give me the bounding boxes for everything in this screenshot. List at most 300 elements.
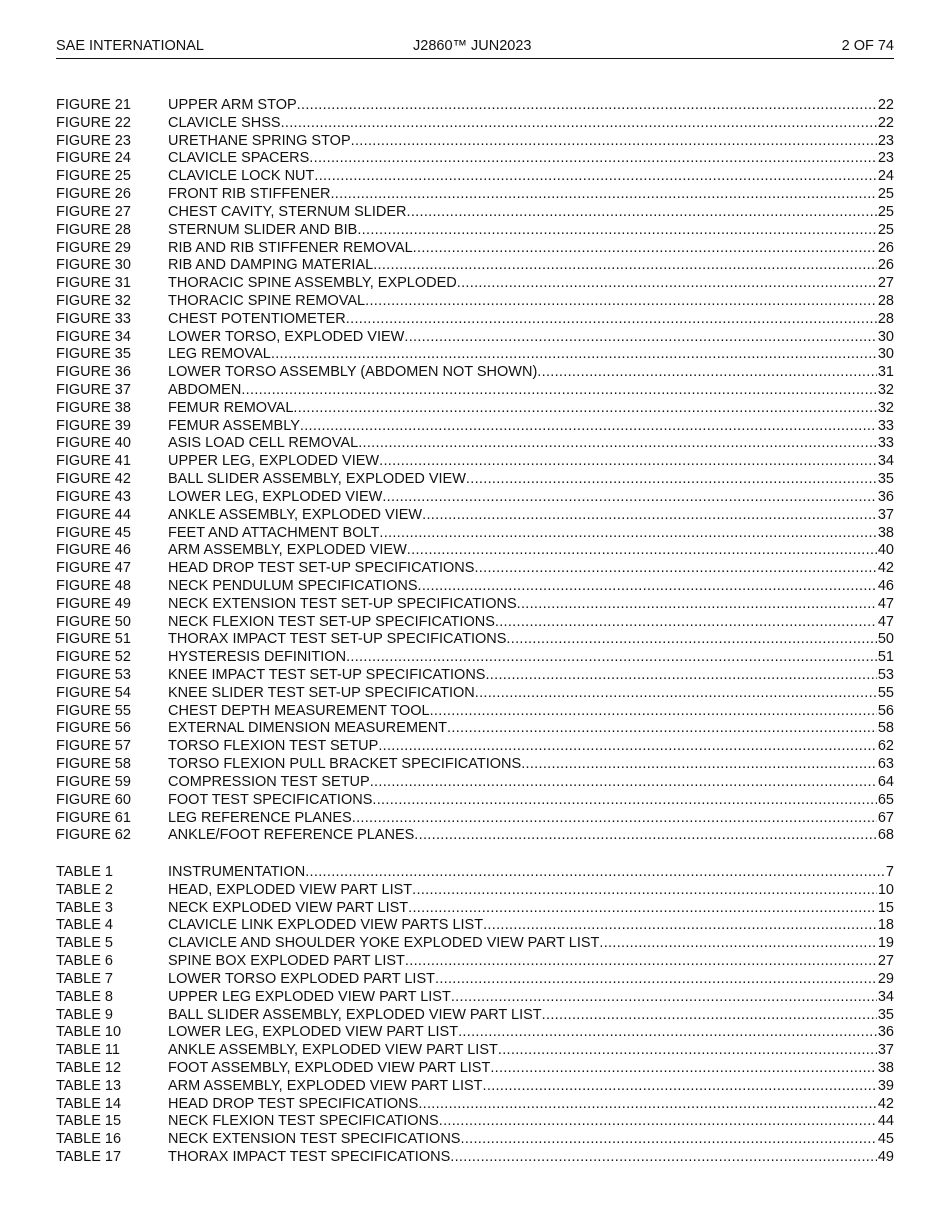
entry-label: FIGURE 50 (56, 613, 131, 630)
dot-leader (490, 1060, 877, 1078)
dot-leader (379, 453, 877, 471)
figure-entry[interactable] (56, 810, 894, 828)
entry-title-line (168, 810, 894, 828)
dot-leader (457, 275, 877, 293)
entry-title: FEET AND ATTACHMENT BOLT (168, 524, 380, 541)
entry-page-number: 37 (877, 506, 894, 523)
table-entry[interactable] (56, 917, 894, 935)
entry-title-line (168, 685, 894, 703)
entry-page-number: 65 (877, 791, 894, 808)
table-entry[interactable] (56, 1042, 894, 1060)
dot-leader (430, 703, 877, 721)
dot-leader (372, 792, 876, 810)
dot-leader (378, 738, 877, 756)
figure-entry[interactable] (56, 631, 894, 649)
entry-title-line (168, 864, 894, 882)
dot-leader (404, 329, 877, 347)
entry-page-number: 19 (877, 935, 894, 952)
entry-page-number: 27 (877, 953, 894, 970)
dot-leader (439, 1113, 877, 1131)
table-entry[interactable] (56, 1078, 894, 1096)
figure-entry[interactable] (56, 222, 894, 240)
dot-leader (537, 364, 877, 382)
entry-label: FIGURE 35 (56, 346, 131, 363)
entry-title: COMPRESSION TEST SETUP (168, 773, 370, 790)
figure-entry[interactable] (56, 97, 894, 115)
figure-entry[interactable] (56, 614, 894, 632)
entry-label: FIGURE 32 (56, 292, 131, 309)
dot-leader (460, 1131, 876, 1149)
entry-label: TABLE 9 (56, 1006, 113, 1023)
entry-page-number: 31 (877, 364, 894, 381)
entry-title: UPPER LEG, EXPLODED VIEW (168, 453, 380, 470)
entry-page-number: 25 (877, 221, 894, 238)
dot-leader (407, 204, 877, 222)
entry-page-number: 45 (877, 1131, 894, 1148)
entry-label: TABLE 3 (56, 899, 113, 916)
entry-label: FIGURE 30 (56, 257, 131, 274)
entry-title: THORAX IMPACT TEST SPECIFICATIONS (168, 1149, 451, 1165)
entry-page-number: 64 (877, 773, 894, 790)
entry-page-number: 37 (877, 1042, 894, 1059)
entry-label: TABLE 7 (56, 970, 113, 987)
figure-entry[interactable] (56, 418, 894, 436)
figure-entry[interactable] (56, 703, 894, 721)
entry-label: FIGURE 26 (56, 186, 131, 203)
dot-leader (365, 293, 877, 311)
entry-page-number: 34 (877, 988, 894, 1005)
entry-page-number: 63 (877, 756, 894, 773)
dot-leader (351, 133, 877, 151)
entry-page-number: 68 (877, 827, 894, 844)
table-entry[interactable] (56, 989, 894, 1007)
entry-page-number: 47 (877, 613, 894, 630)
entry-label: TABLE 12 (56, 1059, 122, 1076)
figure-entry[interactable] (56, 667, 894, 685)
entry-title: NECK FLEXION TEST SET-UP SPECIFICATIONS (168, 613, 495, 630)
entry-label: FIGURE 28 (56, 221, 131, 238)
entry-page-number: 36 (877, 1024, 894, 1041)
entry-title: INSTRUMENTATION (168, 864, 306, 880)
entry-title: STERNUM SLIDER AND BIB (168, 221, 358, 238)
dot-leader (483, 917, 877, 935)
figure-entry[interactable] (56, 240, 894, 258)
entry-title-line (168, 649, 894, 667)
entry-label: FIGURE 41 (56, 453, 131, 470)
entry-label: TABLE 4 (56, 917, 113, 934)
table-entry[interactable] (56, 1024, 894, 1042)
dot-leader (408, 900, 877, 918)
entry-label: FIGURE 24 (56, 150, 131, 167)
dot-leader (346, 311, 877, 329)
entry-title-line (168, 1131, 894, 1149)
figure-entry[interactable] (56, 168, 894, 186)
entry-title: THORACIC SPINE REMOVAL (168, 292, 366, 309)
entry-title-line (168, 1149, 894, 1167)
entry-page-number: 42 (877, 1095, 894, 1112)
entry-label: FIGURE 43 (56, 488, 131, 505)
table-entry[interactable] (56, 882, 894, 900)
entry-title: HEAD, EXPLODED VIEW PART LIST (168, 881, 413, 898)
entry-page-number: 42 (877, 560, 894, 577)
entry-title: LOWER LEG, EXPLODED VIEW (168, 488, 383, 505)
dot-leader (517, 596, 877, 614)
entry-page-number: 53 (877, 667, 894, 683)
entry-title: FEMUR REMOVAL (168, 399, 294, 416)
entry-page-number: 27 (877, 275, 894, 292)
entry-title-line (168, 578, 894, 596)
figure-entry[interactable] (56, 293, 894, 311)
entry-title: KNEE IMPACT TEST SET-UP SPECIFICATIONS (168, 667, 486, 683)
entry-title: THORAX IMPACT TEST SET-UP SPECIFICATIONS (168, 631, 507, 648)
entry-page-number: 25 (877, 186, 894, 203)
entry-title: CLAVICLE LINK EXPLODED VIEW PARTS LIST (168, 917, 484, 934)
entry-label: FIGURE 55 (56, 702, 131, 719)
entry-page-number: 34 (877, 453, 894, 470)
dot-leader (314, 168, 876, 186)
entry-page-number: 38 (877, 524, 894, 541)
entry-label: FIGURE 56 (56, 720, 131, 737)
figure-entry[interactable] (56, 649, 894, 667)
entry-page-number: 32 (877, 399, 894, 416)
figure-entry[interactable] (56, 453, 894, 471)
entry-page-number: 33 (877, 435, 894, 452)
figure-entry[interactable] (56, 756, 894, 774)
list-of-tables (56, 864, 894, 1167)
entry-label: FIGURE 54 (56, 684, 131, 701)
dot-leader (498, 1042, 877, 1060)
entry-title-line (168, 204, 894, 222)
entry-title-line (168, 1060, 894, 1078)
entry-title-line (168, 614, 894, 632)
entry-title-line (168, 115, 894, 133)
entry-page-number: 29 (877, 970, 894, 987)
figure-entry[interactable] (56, 275, 894, 293)
entry-title: HEAD DROP TEST SET-UP SPECIFICATIONS (168, 560, 475, 577)
entry-title: HEAD DROP TEST SPECIFICATIONS (168, 1095, 419, 1112)
entry-title: FOOT TEST SPECIFICATIONS (168, 791, 373, 808)
dot-leader (413, 240, 877, 258)
entry-title: ABDOMEN (168, 382, 242, 398)
figure-entry[interactable] (56, 685, 894, 703)
entry-page-number: 23 (877, 132, 894, 149)
entry-title-line (168, 400, 894, 418)
entry-label: FIGURE 60 (56, 791, 131, 808)
entry-label: FIGURE 62 (56, 827, 131, 844)
entry-title: CHEST POTENTIOMETER (168, 310, 346, 327)
figure-entry[interactable] (56, 329, 894, 347)
figure-entry[interactable] (56, 435, 894, 453)
entry-title-line (168, 293, 894, 311)
figure-entry[interactable] (56, 115, 894, 133)
entry-title: ASIS LOAD CELL REMOVAL (168, 435, 359, 452)
dot-leader (407, 542, 877, 560)
entry-title-line (168, 329, 894, 347)
dot-leader (450, 1149, 877, 1167)
entry-title-line (168, 900, 894, 918)
table-entry[interactable] (56, 971, 894, 989)
entry-label: TABLE 14 (56, 1095, 122, 1112)
entry-title-line (168, 827, 894, 845)
entry-title: NECK EXTENSION TEST SET-UP SPECIFICATIONS (168, 595, 517, 612)
entry-title-line (168, 971, 894, 989)
entry-label: TABLE 15 (56, 1113, 122, 1130)
entry-page-number: 10 (877, 881, 894, 898)
table-entry[interactable] (56, 900, 894, 918)
entry-label: FIGURE 27 (56, 203, 131, 220)
figure-entry[interactable] (56, 507, 894, 525)
entry-label: TABLE 1 (56, 864, 113, 880)
dot-leader (495, 614, 877, 632)
entry-label: FIGURE 23 (56, 132, 131, 149)
entry-title-line (168, 346, 894, 364)
entry-page-number: 56 (877, 702, 894, 719)
entry-page-number: 18 (877, 917, 894, 934)
page-header (56, 38, 894, 59)
entry-title-line (168, 507, 894, 525)
figure-entry[interactable] (56, 364, 894, 382)
figure-entry[interactable] (56, 792, 894, 810)
entry-title-line (168, 1113, 894, 1131)
entry-title-line (168, 240, 894, 258)
entry-title-line (168, 382, 894, 400)
entry-title-line (168, 168, 894, 186)
figure-entry[interactable] (56, 774, 894, 792)
entry-title-line (168, 667, 894, 685)
figure-entry[interactable] (56, 346, 894, 364)
figure-entry[interactable] (56, 186, 894, 204)
entry-label: TABLE 11 (56, 1042, 120, 1059)
figure-entry[interactable] (56, 382, 894, 400)
dot-leader (485, 667, 876, 685)
entry-page-number: 36 (877, 488, 894, 505)
entry-label: FIGURE 39 (56, 417, 131, 434)
entry-title-line (168, 471, 894, 489)
entry-page-number: 49 (877, 1149, 894, 1165)
entry-label: FIGURE 47 (56, 560, 131, 577)
dot-leader (346, 649, 877, 667)
entry-title: FRONT RIB STIFFENER (168, 186, 331, 203)
entry-page-number: 25 (877, 203, 894, 220)
entry-page-number: 22 (877, 97, 894, 113)
table-entry[interactable] (56, 1131, 894, 1149)
entry-title: BALL SLIDER ASSEMBLY, EXPLODED VIEW PART LIST (168, 1006, 542, 1023)
entry-title-line (168, 1007, 894, 1025)
entry-title: RIB AND DAMPING MATERIAL (168, 257, 374, 274)
entry-title-line (168, 257, 894, 275)
figure-entry[interactable] (56, 578, 894, 596)
entry-title: LOWER TORSO EXPLODED PART LIST (168, 970, 435, 987)
entry-title: LEG REFERENCE PLANES (168, 809, 352, 826)
entry-label: FIGURE 40 (56, 435, 131, 452)
entry-page-number: 46 (877, 577, 894, 594)
dot-leader (475, 685, 877, 703)
entry-title-line (168, 631, 894, 649)
entry-title-line (168, 560, 894, 578)
entry-title: ANKLE ASSEMBLY, EXPLODED VIEW PART LIST (168, 1042, 498, 1059)
entry-label: FIGURE 21 (56, 97, 131, 113)
dot-leader (418, 1096, 877, 1114)
entry-label: TABLE 17 (56, 1149, 122, 1165)
table-entry[interactable] (56, 1149, 894, 1167)
entry-title-line (168, 738, 894, 756)
figure-entry[interactable] (56, 150, 894, 168)
dot-leader (599, 935, 876, 953)
entry-title: EXTERNAL DIMENSION MEASUREMENT (168, 720, 448, 737)
figure-entry[interactable] (56, 525, 894, 543)
entry-label: FIGURE 49 (56, 595, 131, 612)
figure-entry[interactable] (56, 400, 894, 418)
entry-title: URETHANE SPRING STOP (168, 132, 351, 149)
entry-title-line (168, 882, 894, 900)
table-entry[interactable] (56, 1113, 894, 1131)
entry-page-number: 47 (877, 595, 894, 612)
entry-page-number: 62 (877, 738, 894, 755)
figure-entry[interactable] (56, 204, 894, 222)
entry-label: FIGURE 46 (56, 542, 131, 559)
figure-entry[interactable] (56, 471, 894, 489)
dot-leader (382, 489, 877, 507)
entry-title: CHEST CAVITY, STERNUM SLIDER (168, 203, 407, 220)
entry-label: TABLE 10 (56, 1024, 122, 1041)
figure-entry[interactable] (56, 738, 894, 756)
header-document-id: J2860™ JUN2023 (413, 38, 532, 54)
entry-title: UPPER ARM STOP (168, 97, 297, 113)
entry-page-number: 26 (877, 239, 894, 256)
dot-leader (373, 257, 877, 275)
entry-title-line (168, 756, 894, 774)
entry-label: FIGURE 34 (56, 328, 131, 345)
table-entry[interactable] (56, 1060, 894, 1078)
figure-entry[interactable] (56, 720, 894, 738)
dot-leader (542, 1007, 877, 1025)
entry-page-number: 24 (877, 168, 894, 185)
entry-title-line (168, 418, 894, 436)
dot-leader (458, 1024, 877, 1042)
entry-title: LOWER TORSO, EXPLODED VIEW (168, 328, 405, 345)
entry-title: KNEE SLIDER TEST SET-UP SPECIFICATION (168, 684, 475, 701)
entry-title: ANKLE/FOOT REFERENCE PLANES (168, 827, 415, 844)
figure-entry[interactable] (56, 133, 894, 151)
entry-label: FIGURE 31 (56, 275, 131, 292)
header-organization: SAE INTERNATIONAL (56, 38, 204, 54)
dot-leader (241, 382, 877, 400)
figure-entry[interactable] (56, 311, 894, 329)
dot-leader (418, 578, 877, 596)
figure-entry[interactable] (56, 827, 894, 845)
entry-title: LOWER TORSO ASSEMBLY (ABDOMEN NOT SHOWN) (168, 364, 538, 381)
dot-leader (330, 186, 876, 204)
entry-page-number: 15 (877, 899, 894, 916)
entry-label: FIGURE 52 (56, 649, 131, 666)
entry-title-line (168, 364, 894, 382)
entry-page-number: 40 (877, 542, 894, 559)
dot-leader (300, 418, 877, 436)
figure-entry[interactable] (56, 489, 894, 507)
entry-title: CLAVICLE SHSS (168, 114, 281, 131)
entry-label: FIGURE 25 (56, 168, 131, 185)
dot-leader (293, 400, 876, 418)
entry-page-number: 58 (877, 720, 894, 737)
entry-label: FIGURE 53 (56, 667, 131, 683)
entry-title-line (168, 703, 894, 721)
entry-page-number: 67 (877, 809, 894, 826)
entry-label: TABLE 6 (56, 953, 113, 970)
figure-entry[interactable] (56, 596, 894, 614)
entry-title: LOWER LEG, EXPLODED VIEW PART LIST (168, 1024, 459, 1041)
entry-label: FIGURE 61 (56, 809, 131, 826)
entry-title-line (168, 1024, 894, 1042)
entry-title: TORSO FLEXION PULL BRACKET SPECIFICATIONS (168, 756, 522, 773)
dot-leader (379, 525, 877, 543)
entry-title: FEMUR ASSEMBLY (168, 417, 300, 434)
dot-leader (506, 631, 876, 649)
entry-title-line (168, 489, 894, 507)
entry-page-number: 33 (877, 417, 894, 434)
entry-page-number: 51 (877, 649, 894, 666)
entry-title: LEG REMOVAL (168, 346, 271, 363)
entry-title-line (168, 133, 894, 151)
entry-label: TABLE 16 (56, 1131, 122, 1148)
entry-title: THORACIC SPINE ASSEMBLY, EXPLODED (168, 275, 457, 292)
entry-title-line (168, 525, 894, 543)
entry-title-line (168, 435, 894, 453)
entry-page-number: 32 (877, 382, 894, 398)
table-entry[interactable] (56, 953, 894, 971)
entry-title-line (168, 953, 894, 971)
entry-page-number: 28 (877, 310, 894, 327)
dot-leader (451, 989, 877, 1007)
entry-page-number: 7 (885, 864, 894, 880)
entry-title-line (168, 989, 894, 1007)
entry-title: ARM ASSEMBLY, EXPLODED VIEW PART LIST (168, 1077, 483, 1094)
entry-label: FIGURE 29 (56, 239, 131, 256)
entry-label: FIGURE 48 (56, 577, 131, 594)
entry-title: CLAVICLE SPACERS (168, 150, 310, 167)
dot-leader (352, 810, 877, 828)
entry-title: NECK FLEXION TEST SPECIFICATIONS (168, 1113, 439, 1130)
entry-title-line (168, 596, 894, 614)
figure-entry[interactable] (56, 257, 894, 275)
dot-leader (483, 1078, 877, 1096)
table-entry[interactable] (56, 1007, 894, 1025)
entry-page-number: 30 (877, 346, 894, 363)
table-entry[interactable] (56, 935, 894, 953)
entry-title-line (168, 275, 894, 293)
dot-leader (281, 115, 877, 133)
list-of-figures (56, 97, 894, 845)
dot-leader (370, 774, 877, 792)
entry-page-number: 35 (877, 1006, 894, 1023)
entry-title: TORSO FLEXION TEST SETUP (168, 738, 379, 755)
entry-title-line (168, 1096, 894, 1114)
entry-label: FIGURE 22 (56, 114, 131, 131)
entry-page-number: 38 (877, 1059, 894, 1076)
entry-label: FIGURE 51 (56, 631, 131, 648)
figure-entry[interactable] (56, 560, 894, 578)
dot-leader (412, 882, 877, 900)
figure-entry[interactable] (56, 542, 894, 560)
table-entry[interactable] (56, 864, 894, 882)
entry-page-number: 23 (877, 150, 894, 167)
entry-title: ANKLE ASSEMBLY, EXPLODED VIEW (168, 506, 423, 523)
entry-title-line (168, 1078, 894, 1096)
entry-title: CLAVICLE LOCK NUT (168, 168, 315, 185)
table-entry[interactable] (56, 1096, 894, 1114)
entry-label: TABLE 13 (56, 1077, 122, 1094)
entry-page-number: 44 (877, 1113, 894, 1130)
entry-title-line (168, 792, 894, 810)
